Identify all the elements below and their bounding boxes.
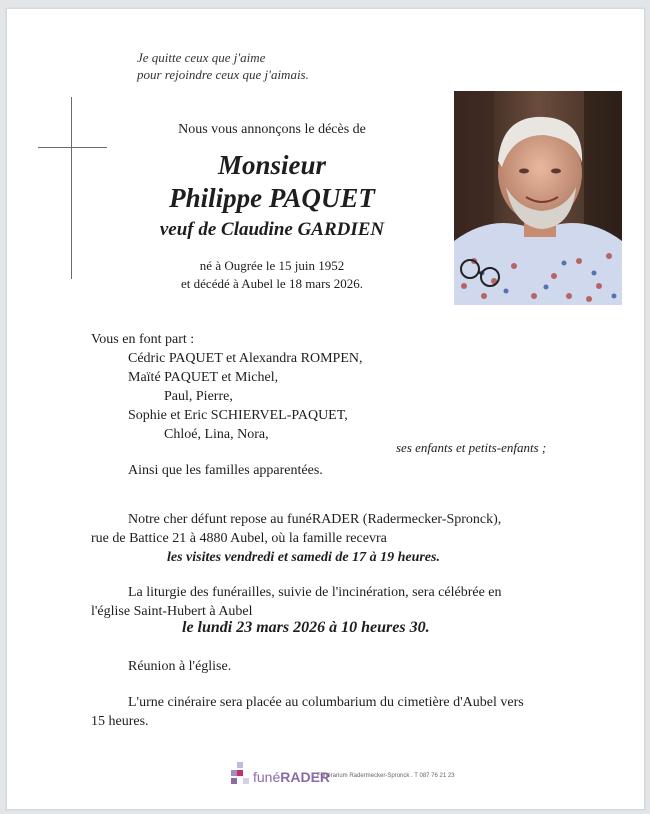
urn-line: 15 heures. [91, 714, 149, 729]
rest-line: Notre cher défunt repose au funéRADER (Radermecker-Spronck), [128, 512, 502, 527]
family-intro: Vous en font part : [91, 332, 195, 347]
family-list [128, 349, 362, 444]
family-member: Chloé, Lina, Nora, [164, 427, 269, 442]
portrait-image [454, 91, 622, 305]
logo-mark-icon [229, 762, 253, 790]
deceased-title: Monsieur [217, 150, 327, 180]
liturgy-line: l'église Saint-Hubert à Aubel [91, 604, 253, 619]
family-member: Paul, Pierre, [164, 389, 233, 404]
widower-line: veuf de Claudine GARDIEN [159, 219, 385, 240]
birth-line: né à Ougrée le 15 juin 1952 [199, 258, 345, 273]
death-line: et décédé à Aubel le 18 mars 2026. [181, 276, 363, 291]
cross-icon-horizontal [38, 147, 107, 148]
obituary-card [6, 8, 645, 810]
epigraph-line: Je quitte ceux que j'aime [137, 50, 266, 65]
cross-icon-vertical [71, 97, 72, 279]
liturgy-line: La liturgie des funérailles, suivie de l'incinération, sera célébrée en [128, 585, 502, 600]
family-member: Maïté PAQUET et Michel, [128, 370, 279, 385]
rest-line: rue de Battice 21 à 4880 Aubel, où la famille recevra [91, 531, 387, 546]
portrait-photo [454, 91, 622, 305]
family-role: ses enfants et petits-enfants ; [396, 440, 547, 455]
urn-paragraph [91, 693, 564, 731]
rest-paragraph [91, 510, 564, 548]
visits-info: les visites vendredi et samedi de 17 à 19 heures. [167, 550, 440, 565]
funeral-home-details: Funérarium Radermecker-Spronck . T 087 76 21 23 [317, 773, 455, 779]
deceased-name: Philippe PAQUET [169, 183, 375, 213]
reunion-note: Réunion à l'église. [128, 659, 232, 674]
family-member: Cédric PAQUET et Alexandra ROMPEN, [128, 351, 363, 366]
family-member: Sophie et Eric SCHIERVEL-PAQUET, [128, 408, 348, 423]
funeral-date: le lundi 23 mars 2026 à 10 heures 30. [182, 619, 430, 636]
birth-death-dates [147, 257, 397, 293]
brand-suffix: RADER [280, 769, 331, 785]
urn-line: L'urne cinéraire sera placée au columbarium du cimetière d'Aubel vers [128, 695, 524, 710]
liturgy-paragraph [91, 583, 564, 621]
brand-prefix: funé [253, 769, 281, 785]
announcement-text: Nous vous annonçons le décès de [178, 122, 366, 137]
epigraph [137, 49, 309, 83]
related-families: Ainsi que les familles apparentées. [128, 463, 323, 478]
epigraph-line: pour rejoindre ceux que j'aimais. [137, 67, 309, 82]
